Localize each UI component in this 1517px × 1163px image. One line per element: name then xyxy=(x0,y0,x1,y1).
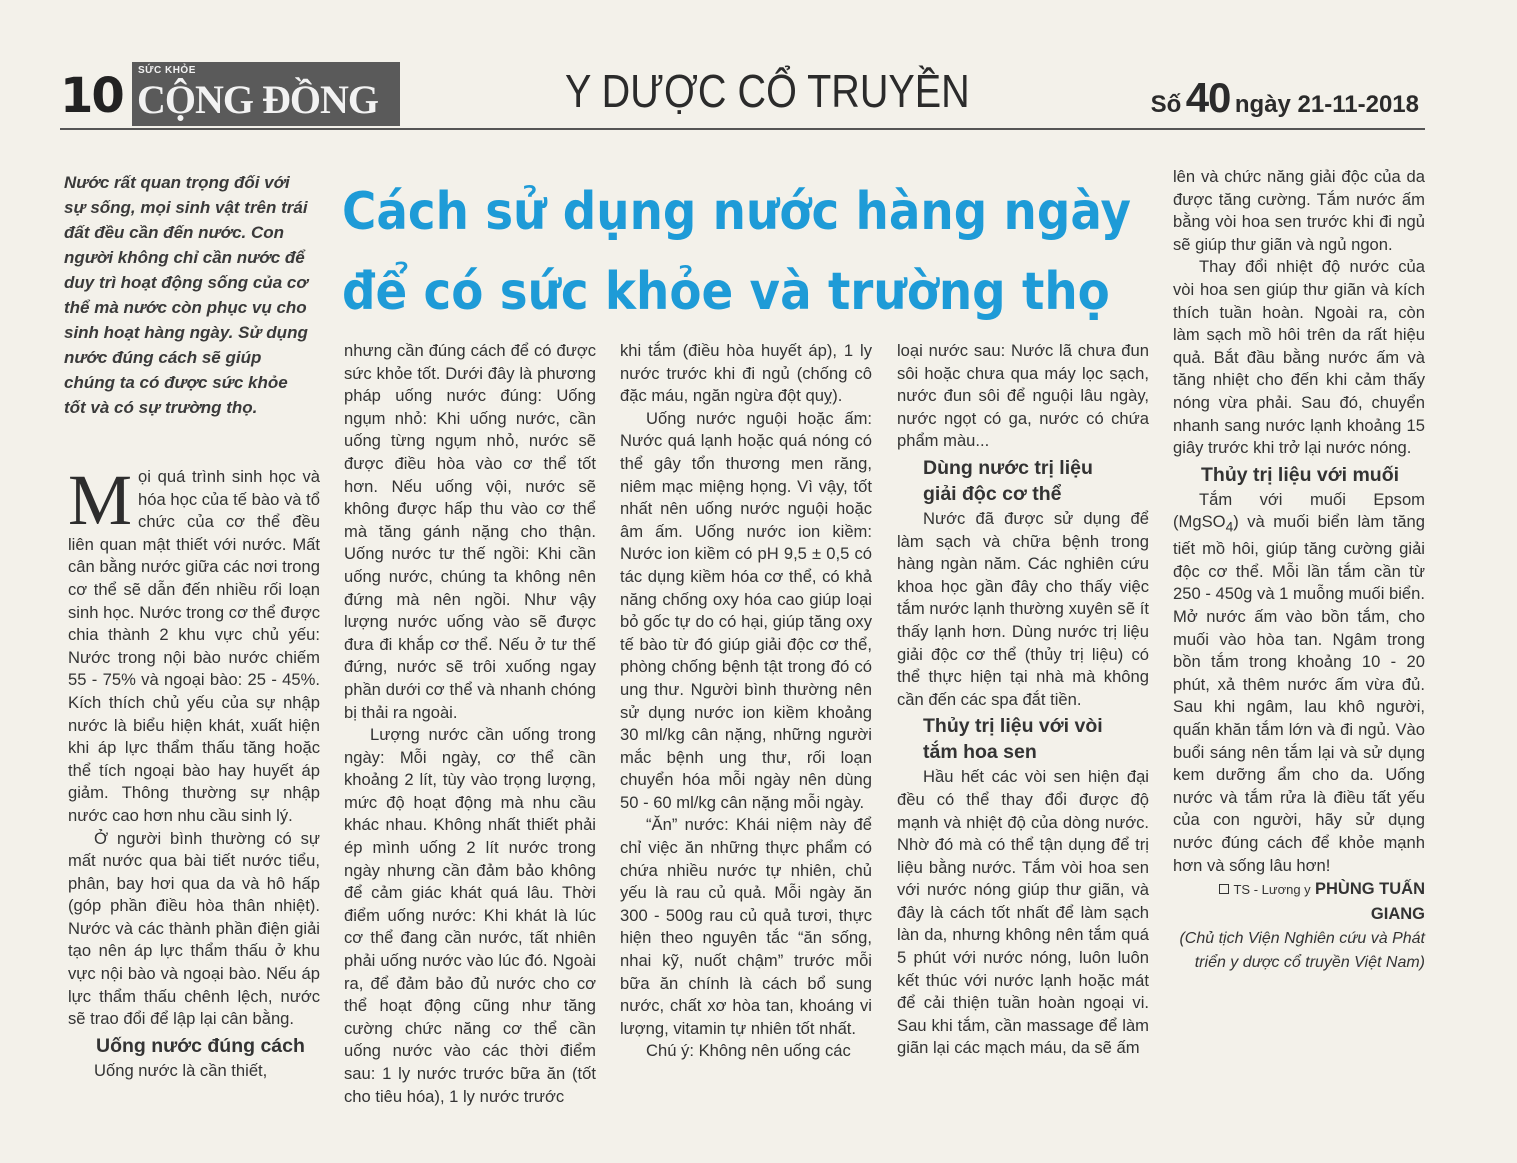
paragraph xyxy=(1173,489,1425,877)
paragraph: Chú ý: Không nên uống các xyxy=(646,1041,851,1061)
article-headline xyxy=(342,172,1131,332)
logo-main-text: CỘNG ĐỒNG xyxy=(137,77,378,122)
paragraph: Ở người bình thường có sự mất nước qua bài tiết nước tiểu, phân, bay hơi qua da và hô hấp (góp phần điều hòa thân nhiệt). Nước và các thành phần điện giải tạo nên áp lực thẩm thấu ở khu vực nội bào và ngoại bào. Nếu áp lực thẩm thấu chênh lệch, nước sẽ trao đổi để lập lại cân bằng. xyxy=(68,828,320,1029)
paragraph: Lượng nước cần uống trong ngày: Mỗi ngày, cơ thể cần khoảng 2 lít, tùy vào trọng lượng, mức độ hoạt động mà nhu cầu khác nhau. Không nhất thiết phải ép mình uống 2 lít nước trong ngày nhưng cần đảm bảo không để cảm giác khát quá lâu. Thời điểm uống nước: Khi khát là lúc cơ thể đang cần nước, tất nhiên phải uống nước vào lúc đó. Ngoài ra, để đảm bảo đủ nước cho cơ thể hoạt động cũng như tăng cường chức năng cơ thể cần uống nước vào các thời điểm sau: 1 ly nước trước bữa ăn (tốt cho tiêu hóa), 1 ly nước trước xyxy=(344,725,596,1106)
paragraph: lên và chức năng giải độc của da được tăng cường. Tắm nước ấm bằng vòi hoa sen trước khi đi ngủ sẽ giúp thư giãn và ngủ ngon. xyxy=(1173,167,1425,254)
subheading: Thủy trị liệu với muối xyxy=(1201,463,1400,486)
headline-line-1: Cách sử dụng nước hàng ngày xyxy=(342,182,1131,242)
paragraph: khi tắm (điều hòa huyết áp), 1 ly nước trước khi đi ngủ (chống cô đặc máu, ngăn ngừa đột quỵ). xyxy=(620,341,872,406)
paragraph: nhưng cần đúng cách để có được sức khỏe tốt. Dưới đây là phương pháp uống nước đúng: Uống ngụm nhỏ: Khi uống nước, cần uống từng ngụm nhỏ, nước sẽ được điều hòa vào cơ thể tốt hơn. Nếu uống vội, nước sẽ không được hấp thu vào cơ thể mà tăng gánh nặng cho thận. Uống nước tư thế ngồi: Khi cần uống nước, chúng ta không nên đứng mà nên ngồi. Như vậy lượng nước uống vào sẽ được đưa đi khắp cơ thể. Nếu ở tư thế đứng, nước sẽ trôi xuống ngay phần dưới cơ thể và nhanh chóng bị thải ra ngoài. xyxy=(344,341,596,722)
issue-number: 40 xyxy=(1185,74,1231,121)
page-number: 10 xyxy=(60,68,123,124)
paragraph-text: Tắm với muối Epsom (MgSO xyxy=(1173,489,1425,532)
subheading: Thủy trị liệu với vòi tắm hoa sen xyxy=(923,715,1103,764)
issue-date: ngày 21-11-2018 xyxy=(1234,91,1419,118)
column-1 xyxy=(68,460,320,1082)
headline-line-2: để có sức khỏe và trường thọ xyxy=(342,262,1110,322)
column-3 xyxy=(620,340,872,1063)
issue-info xyxy=(1151,74,1419,122)
column-5 xyxy=(1173,166,1425,975)
paragraph: “Ăn” nước: Khái niệm này để chỉ việc ăn những thực phẩm có chứa nhiều nước tự nhiên, chủ yếu là rau củ quả. Mỗi ngày ăn 300 - 500g rau củ quả tươi, thực hiện theo nguyên tắc “ăn sống, nhai kỹ, nuốt chậm” trước mỗi bữa ăn chính là cách bổ sung nước, chất xơ hòa tan, khoáng vi lượng, vitamin tự nhiên tốt nhất. xyxy=(620,815,872,1038)
section-title: Y DƯỢC CỔ TRUYỀN xyxy=(565,65,970,117)
paragraph: Uống nước nguội hoặc ấm: Nước quá lạnh hoặc quá nóng có thể gây tổn thương men răng, niêm mạc miệng họng. Vì vậy, tốt nhất nên uống nước nguội hoặc âm ấm. Uống nước ion kiềm: Nước ion kiềm có pH 9,5 ± 0,5 có tác dụng kiềm hóa cơ thể, có khả năng chống oxy hóa cao giúp loại bỏ gốc tự do có hại, giúp tăng oxy tế bào từ đó giúp giải độc cơ thể, phòng chống bệnh tật trong đó có ung thư. Người bình thường nên sử dụng nước ion kiềm khoảng 30 ml/kg cân nặng, những người mắc bệnh ung thư, rối loạn chuyển hóa mỗi ngày nên dùng 50 - 60 ml/kg cân nặng mỗi ngày. xyxy=(620,408,872,812)
paragraph: Nước đã được sử dụng để làm sạch và chữa bệnh trong hàng ngàn năm. Các nghiên cứu khoa học gần đây cho thấy việc tắm nước lạnh thường xuyên sẽ ít thấy lạnh hơn. Dùng nước trị liệu giải độc cơ thể (thủy trị liệu) có thể thực hiện tại nhà mà không cần đến các spa đắt tiền. xyxy=(897,508,1149,709)
author-title: TS - Lương y xyxy=(1233,882,1311,898)
publication-logo xyxy=(132,62,400,126)
drop-cap: M xyxy=(68,460,133,540)
article-lead: Nước rất quan trọng đối với sự sống, mọi sinh vật trên trái đất đều cần đến nước. Con người không chỉ cần nước để duy trì hoạt động sống của cơ thể mà nước còn phục vụ cho sinh hoạt hàng ngày. Sử dụng nước đúng cách sẽ giúp chúng ta có được sức khỏe tốt và có sự trường thọ. xyxy=(64,173,308,417)
paragraph: Uống nước là cần thiết, xyxy=(94,1060,268,1080)
author-byline xyxy=(1173,877,1425,927)
paragraph xyxy=(68,460,320,828)
issue-prefix: Số xyxy=(1150,91,1182,118)
column-4 xyxy=(897,340,1149,1060)
subheading: Uống nước đúng cách xyxy=(96,1034,305,1057)
square-bullet-icon xyxy=(1219,884,1229,894)
paragraph: Thay đổi nhiệt độ nước của vòi hoa sen giúp thư giãn và kích thích tuần hoàn. Ngoài ra, còn làm sạch mồ hôi trên da rất hiệu quả. Bắt đầu bằng nước ấm và tăng nhiệt cho đến khi cảm thấy nóng vừa phải. Sau đó, chuyển nhanh sang nước lạnh khoảng 15 giây trước khi trở lại nước nóng. xyxy=(1173,257,1425,458)
author-name: PHÙNG TUẤN GIANG xyxy=(1315,880,1425,924)
subheading: Dùng nước trị liệu giải độc cơ thể xyxy=(923,456,1093,505)
column-2 xyxy=(344,340,596,1108)
paragraph: Hầu hết các vòi sen hiện đại đều có thể thay đổi được độ mạnh và nhiệt độ của dòng nước. Nhờ đó mà có thể tận dụng để trị liệu bằng nước. Tắm vòi hoa sen với nước nóng giúp thư giãn, và đây là cách tốt nhất để làm sạch làn da, nhưng không nên tắm quá 5 phút với nước nóng, luôn luôn kết thúc với nước lạnh hoặc mát để cải thiện tuần hoàn ngoại vi. Sau khi tắm, cần massage để làm giãn lại các mạch máu, da sẽ ấm xyxy=(897,767,1149,1058)
paragraph-text: ) và muối biển làm tăng tiết mồ hôi, giúp tăng cường giải độc cơ thể. Mỗi lần tắm cần từ 250 - 450g và 1 muỗng muối biển. Mở nước ấm vào bồn tắm, cho muối vào hòa tan. Ngâm trong bồn tắm trong khoảng 10 - 20 phút, xả thêm nước ấm vừa đủ. Sau khi ngâm, lau khô người, quấn khăn tắm lớn và đi ngủ. Vào buổi sáng nên tắm lại và sử dụng kem dưỡng ẩm cho da. Uống nước và tắm rửa là điều tất yếu của con người, hãy sử dụng nước đúng cách để khỏe mạnh hơn và sống lâu hơn! xyxy=(1173,512,1425,875)
logo-small-text: SỨC KHỎE xyxy=(138,65,196,76)
paragraph: loại nước sau: Nước lã chưa đun sôi hoặc chưa qua máy lọc sạch, nước đun sôi để nguội lâu ngày, nước ngọt có ga, nước có chứa phẩm màu... xyxy=(897,341,1149,451)
paragraph-text: ọi quá trình sinh học và hóa học của tế bào và tổ chức của cơ thể đều liên quan mật thiết với nước. Mất cân bằng nước giữa các nơi trong cơ thể sẽ dẫn đến nhiều rối loạn sinh học. Nước trong cơ thể được chia thành 2 khu vực chủ yếu: Nước trong nội bào nước chiếm 55 - 75% và ngoại bào: 25 - 45%. Kích thích chủ yếu của sự nhập nước là biểu hiện khát, xuất hiện khi áp lực thẩm thấu tăng hoặc thể tích ngoại bào hay huyết áp giảm. Thông thường sự nhập nước cao hơn nhu cầu sinh lý. xyxy=(68,467,320,825)
author-institution: (Chủ tịch Viện Nghiên cứu và Phát triển y dược cổ truyền Việt Nam) xyxy=(1179,930,1425,972)
header-rule xyxy=(60,128,1425,130)
subscript: 4 xyxy=(1225,518,1234,535)
page-header xyxy=(60,60,1425,132)
